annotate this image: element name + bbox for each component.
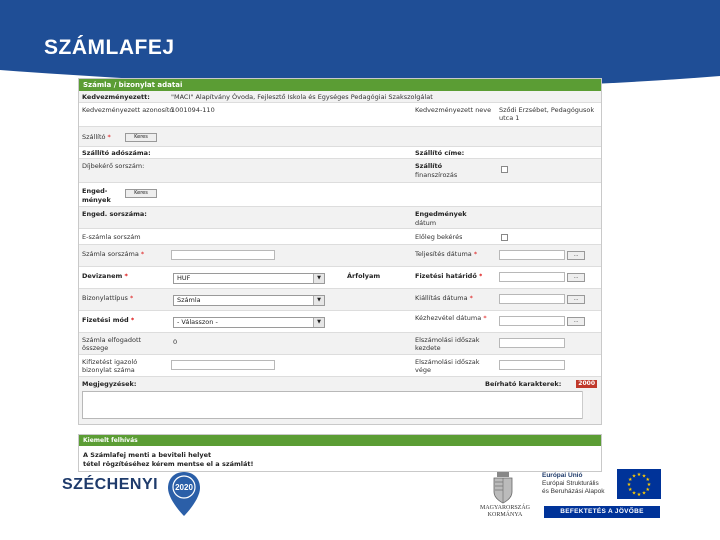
gov-line-1: MAGYARORSZÁG (479, 505, 530, 511)
performance-date-button[interactable]: ... (567, 251, 585, 260)
value-total: 0 (173, 338, 178, 346)
value-beneficiary-id: 1001094-110 (171, 106, 215, 114)
supplier-search-button[interactable]: Keres (125, 133, 157, 142)
label-permit-number: Enged. sorszáma: (82, 210, 147, 218)
svg-text:★: ★ (628, 477, 633, 483)
eu-line-1: Európai Unió (542, 472, 583, 479)
form-row-payment-method (79, 311, 601, 333)
label-supplier-fin: Szállító (415, 162, 443, 170)
svg-text:★: ★ (641, 490, 647, 497)
chevron-down-icon: ▼ (313, 318, 324, 327)
label-rate: Árfolyam (347, 272, 381, 280)
form-row-invoice-number (79, 245, 601, 267)
eu-line-2: Európai Strukturális (542, 480, 599, 487)
hungarian-crest-icon (492, 472, 514, 504)
issue-date-button[interactable]: ... (567, 295, 585, 304)
chars-counter: 2000 (578, 380, 595, 387)
label-doc-type: Bizonylattípus * (82, 294, 134, 302)
clearance-start-input[interactable] (499, 338, 565, 348)
permit-search-button[interactable]: Keres (125, 189, 157, 198)
form-row-doc-type (79, 289, 601, 311)
gov-line-2: KORMÁNYA (487, 512, 523, 518)
form-row-beneficiary (79, 91, 601, 103)
performance-date-input[interactable] (499, 250, 565, 260)
label-beneficiary-name2: Kedvezményezett neve (415, 106, 492, 114)
slide-title: SZÁMLAFEJ (44, 36, 175, 59)
payment-method-select[interactable]: - Válasszon - ▼ (173, 317, 325, 328)
label-beneficiary: Kedvezményezett: (82, 93, 150, 101)
form-row-supplier-tax (79, 147, 601, 159)
form-row-currency (79, 267, 601, 289)
label-period-end: Elszámolási időszak vége (415, 358, 480, 374)
eu-logo-text (542, 472, 618, 496)
chevron-down-icon: ▼ (313, 274, 324, 283)
label-comment: Megjegyzések: (82, 380, 137, 388)
advance-checkbox[interactable] (501, 234, 508, 241)
label-chars: Beírható karakterek: (485, 380, 562, 388)
value-beneficiary-name2: Sződi Erzsébet, Pedagógusok utca 1 (499, 106, 595, 122)
svg-text:★: ★ (626, 482, 632, 488)
svg-text:★: ★ (631, 473, 637, 480)
label-sap: Díjbekérő sorszám: (82, 162, 145, 170)
label-performance: Teljesítés dátuma * (415, 250, 478, 258)
currency-select[interactable]: HUF ▼ (173, 273, 325, 284)
label-permit-2: mények (82, 196, 111, 204)
chevron-down-icon: ▼ (313, 296, 324, 305)
label-supplier-tax: Szállító adószáma: (82, 149, 151, 157)
form-row-comment (79, 377, 601, 424)
label-permit-date-2: dátum (415, 219, 437, 227)
comment-textarea[interactable] (82, 391, 587, 419)
form-row-permit-number (79, 207, 601, 229)
notice-line-1: A Számlafej menti a beviteli helyet (83, 451, 212, 459)
form-row-einvoice (79, 229, 601, 245)
label-supplier-address: Szállító címe: (415, 149, 465, 157)
supplier-fin-checkbox[interactable] (501, 166, 508, 173)
form-row-permit (79, 183, 601, 207)
receipt-date-input[interactable] (499, 316, 565, 326)
notice-panel (78, 434, 602, 472)
eu-flag-icon (617, 469, 661, 499)
eu-line-3: és Beruházási Alapok (542, 488, 605, 495)
szechenyi-year: 2020 (175, 483, 193, 492)
label-supplier: Szállító * (82, 133, 111, 141)
textarea-scrollbar[interactable] (582, 391, 590, 419)
svg-text:★: ★ (636, 492, 642, 498)
label-einvoice: E-számla sorszám (82, 233, 141, 241)
ref-input[interactable] (171, 360, 275, 370)
form-row-sap (79, 159, 601, 183)
svg-text:★: ★ (645, 477, 650, 483)
label-advance: Előleg bekérés (415, 233, 463, 241)
svg-text:★: ★ (636, 472, 642, 478)
label-invoice-number: Számla sorszáma * (82, 250, 145, 258)
svg-text:★: ★ (631, 490, 637, 497)
invoice-form (78, 78, 602, 425)
form-row-ref (79, 355, 601, 377)
notice-title: Kiemelt felhívás (79, 435, 601, 446)
label-payment-method: Fizetési mód * (82, 316, 135, 324)
form-row-supplier (79, 127, 601, 147)
szechenyi-logo-text: SZÉCHENYI (62, 476, 159, 493)
government-logo-text (474, 505, 536, 519)
doc-type-select[interactable]: Számla ▼ (173, 295, 325, 306)
label-clearance: Elszámolási időszak kezdete (415, 336, 480, 352)
payment-due-input[interactable] (499, 272, 565, 282)
receipt-date-button[interactable]: ... (567, 317, 585, 326)
szechenyi-pin-icon (166, 470, 202, 518)
label-supplier-fin-sub: finanszírozás (415, 171, 458, 179)
svg-text:★: ★ (645, 487, 650, 493)
svg-text:★: ★ (641, 473, 647, 480)
form-row-total (79, 333, 601, 355)
invoice-number-input[interactable] (171, 250, 275, 260)
label-total: Számla elfogadott összege (82, 336, 142, 352)
eu-banner: BEFEKTETÉS A JÖVŐBE (544, 506, 660, 518)
label-beneficiary-id: Kedvezményezett azonosító (82, 106, 174, 114)
label-issue-date: Kiállítás dátuma * (415, 294, 473, 302)
period-end-input[interactable] (499, 360, 565, 370)
label-permit-date: Engedmények (415, 210, 467, 218)
svg-text:★: ★ (628, 487, 633, 493)
label-permit: Enged- (82, 187, 108, 195)
svg-text:★: ★ (646, 482, 652, 488)
form-row-beneficiary-id (79, 103, 601, 127)
notice-line-2: tétel rögzítéséhez kérem mentse el a számlát! (83, 460, 254, 468)
issue-date-input[interactable] (499, 294, 565, 304)
form-section-title: Számla / bizonylat adatai (79, 79, 601, 91)
label-payment-due: Fizetési határidő * (415, 272, 483, 280)
payment-due-button[interactable]: ... (567, 273, 585, 282)
label-receipt-date: Kézhezvétel dátuma * (415, 314, 487, 322)
label-ref: Kifizetést igazoló bizonylat száma (82, 358, 138, 374)
label-currency: Devizanem * (82, 272, 128, 280)
value-beneficiary: "MACI" Alapítvány Óvoda, Fejlesztő Iskola és Egységes Pedagógiai Szakszolgálat (171, 93, 433, 101)
